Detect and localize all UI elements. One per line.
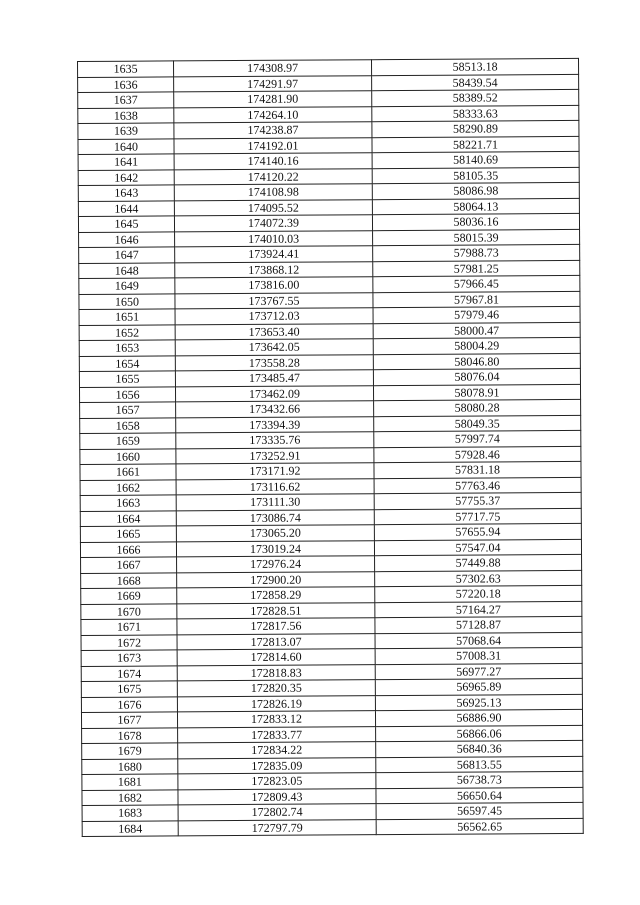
point-number-cell: 1647	[79, 247, 175, 263]
x-coordinate-cell: 172826.19	[177, 695, 375, 712]
point-number-cell: 1648	[79, 262, 175, 278]
y-coordinate-cell: 58046.80	[373, 353, 580, 370]
point-number-cell: 1677	[81, 712, 177, 728]
x-coordinate-cell: 173335.76	[176, 432, 374, 449]
x-coordinate-cell: 174010.03	[175, 230, 373, 247]
y-coordinate-cell: 56813.55	[376, 756, 583, 773]
y-coordinate-cell: 56597.45	[376, 802, 583, 819]
y-coordinate-cell: 57979.46	[373, 306, 580, 323]
point-number-cell: 1635	[78, 61, 174, 77]
y-coordinate-cell: 58086.98	[372, 182, 579, 199]
point-number-cell: 1662	[80, 479, 176, 495]
y-coordinate-cell: 58290.89	[372, 120, 579, 137]
coordinate-table-body	[78, 58, 584, 836]
x-coordinate-cell: 174192.01	[174, 137, 372, 154]
y-coordinate-cell: 57997.74	[374, 430, 581, 447]
y-coordinate-cell: 58078.91	[373, 384, 580, 401]
y-coordinate-cell: 57717.75	[374, 508, 581, 525]
y-coordinate-cell: 58513.18	[371, 58, 578, 75]
x-coordinate-cell: 173653.40	[175, 323, 373, 340]
x-coordinate-cell: 172858.29	[177, 587, 375, 604]
point-number-cell: 1642	[78, 169, 174, 185]
y-coordinate-cell: 57655.94	[374, 523, 581, 540]
y-coordinate-cell: 58080.28	[374, 399, 581, 416]
point-number-cell: 1639	[78, 123, 174, 139]
y-coordinate-cell: 56977.27	[375, 663, 582, 680]
y-coordinate-cell: 56925.13	[375, 694, 582, 711]
point-number-cell: 1661	[80, 464, 176, 480]
y-coordinate-cell: 58000.47	[373, 322, 580, 339]
x-coordinate-cell: 172823.05	[178, 773, 376, 790]
point-number-cell: 1658	[80, 417, 176, 433]
x-coordinate-cell: 173394.39	[176, 416, 374, 433]
point-number-cell: 1682	[82, 789, 178, 805]
point-number-cell: 1636	[78, 76, 174, 92]
x-coordinate-cell: 174140.16	[174, 153, 372, 170]
y-coordinate-cell: 57755.37	[374, 492, 581, 509]
y-coordinate-cell: 57302.63	[375, 570, 582, 587]
x-coordinate-cell: 173019.24	[176, 540, 374, 557]
point-number-cell: 1669	[81, 588, 177, 604]
x-coordinate-cell: 173712.03	[175, 308, 373, 325]
y-coordinate-cell: 58015.39	[373, 229, 580, 246]
point-number-cell: 1673	[81, 650, 177, 666]
point-number-cell: 1646	[79, 231, 175, 247]
x-coordinate-cell: 173116.62	[176, 478, 374, 495]
x-coordinate-cell: 172809.43	[178, 788, 376, 805]
y-coordinate-cell: 57449.88	[375, 554, 582, 571]
point-number-cell: 1680	[82, 758, 178, 774]
x-coordinate-cell: 174108.98	[174, 184, 372, 201]
point-number-cell: 1651	[79, 309, 175, 325]
x-coordinate-cell: 173642.05	[175, 339, 373, 356]
x-coordinate-cell: 173432.66	[176, 401, 374, 418]
point-number-cell: 1655	[79, 371, 175, 387]
x-coordinate-cell: 172834.22	[178, 742, 376, 759]
point-number-cell: 1675	[81, 681, 177, 697]
x-coordinate-cell: 173816.00	[175, 277, 373, 294]
y-coordinate-cell: 56738.73	[376, 771, 583, 788]
x-coordinate-cell: 172833.12	[177, 711, 375, 728]
x-coordinate-cell: 172818.83	[177, 664, 375, 681]
x-coordinate-cell: 174238.87	[174, 122, 372, 139]
point-number-cell: 1671	[81, 619, 177, 635]
point-number-cell: 1656	[79, 386, 175, 402]
x-coordinate-cell: 173065.20	[176, 525, 374, 542]
x-coordinate-cell: 174264.10	[174, 106, 372, 123]
point-number-cell: 1654	[79, 355, 175, 371]
point-number-cell: 1640	[78, 138, 174, 154]
point-number-cell: 1678	[82, 727, 178, 743]
y-coordinate-cell: 58389.52	[372, 89, 579, 106]
point-number-cell: 1667	[81, 557, 177, 573]
y-coordinate-cell: 56886.90	[375, 709, 582, 726]
y-coordinate-cell: 57220.18	[375, 585, 582, 602]
x-coordinate-cell: 173462.09	[175, 385, 373, 402]
y-coordinate-cell: 57831.18	[374, 461, 581, 478]
point-number-cell: 1676	[81, 696, 177, 712]
y-coordinate-cell: 57967.81	[373, 291, 580, 308]
x-coordinate-cell: 172814.60	[177, 649, 375, 666]
x-coordinate-cell: 173767.55	[175, 292, 373, 309]
point-number-cell: 1683	[82, 805, 178, 821]
x-coordinate-cell: 173924.41	[175, 246, 373, 263]
point-number-cell: 1650	[79, 293, 175, 309]
point-number-cell: 1684	[82, 820, 178, 836]
x-coordinate-cell: 173252.91	[176, 447, 374, 464]
point-number-cell: 1653	[79, 340, 175, 356]
y-coordinate-cell: 58140.69	[372, 151, 579, 168]
y-coordinate-cell: 57763.46	[374, 477, 581, 494]
y-coordinate-cell: 58049.35	[374, 415, 581, 432]
y-coordinate-cell: 58105.35	[372, 167, 579, 184]
y-coordinate-cell: 57988.73	[373, 244, 580, 261]
y-coordinate-cell: 56965.89	[375, 678, 582, 695]
x-coordinate-cell: 172813.07	[177, 633, 375, 650]
point-number-cell: 1663	[80, 495, 176, 511]
point-number-cell: 1645	[78, 216, 174, 232]
point-number-cell: 1666	[80, 541, 176, 557]
point-number-cell: 1665	[80, 526, 176, 542]
x-coordinate-cell: 173111.30	[176, 494, 374, 511]
point-number-cell: 1674	[81, 665, 177, 681]
x-coordinate-cell: 174281.90	[174, 91, 372, 108]
point-number-cell: 1644	[78, 200, 174, 216]
y-coordinate-cell: 56562.65	[376, 818, 583, 835]
point-number-cell: 1659	[80, 433, 176, 449]
point-number-cell: 1668	[81, 572, 177, 588]
x-coordinate-cell: 174120.22	[174, 168, 372, 185]
x-coordinate-cell: 172976.24	[177, 556, 375, 573]
y-coordinate-cell: 58004.29	[373, 337, 580, 354]
coordinate-table	[77, 58, 584, 837]
point-number-cell: 1641	[78, 154, 174, 170]
x-coordinate-cell: 172833.77	[178, 726, 376, 743]
point-number-cell: 1643	[78, 185, 174, 201]
x-coordinate-cell: 174072.39	[174, 215, 372, 232]
point-number-cell: 1638	[78, 107, 174, 123]
y-coordinate-cell: 56866.06	[376, 725, 583, 742]
x-coordinate-cell: 173086.74	[176, 509, 374, 526]
y-coordinate-cell: 56650.64	[376, 787, 583, 804]
x-coordinate-cell: 172802.74	[178, 804, 376, 821]
x-coordinate-cell: 172828.51	[177, 602, 375, 619]
point-number-cell: 1672	[81, 634, 177, 650]
x-coordinate-cell: 174291.97	[174, 75, 372, 92]
x-coordinate-cell: 174308.97	[174, 60, 372, 77]
point-number-cell: 1664	[80, 510, 176, 526]
point-number-cell: 1649	[79, 278, 175, 294]
table-row	[82, 818, 583, 837]
y-coordinate-cell: 57164.27	[375, 601, 582, 618]
x-coordinate-cell: 173171.92	[176, 463, 374, 480]
x-coordinate-cell: 173558.28	[175, 354, 373, 371]
y-coordinate-cell: 58439.54	[372, 74, 579, 91]
y-coordinate-cell: 57128.87	[375, 616, 582, 633]
point-number-cell: 1681	[82, 774, 178, 790]
y-coordinate-cell: 58036.16	[372, 213, 579, 230]
point-number-cell: 1637	[78, 92, 174, 108]
x-coordinate-cell: 172797.79	[178, 819, 376, 836]
point-number-cell: 1679	[82, 743, 178, 759]
y-coordinate-cell: 57928.46	[374, 446, 581, 463]
y-coordinate-cell: 56840.36	[376, 740, 583, 757]
y-coordinate-cell: 57068.64	[375, 632, 582, 649]
y-coordinate-cell: 58333.63	[372, 105, 579, 122]
point-number-cell: 1657	[80, 402, 176, 418]
point-number-cell: 1670	[81, 603, 177, 619]
y-coordinate-cell: 58221.71	[372, 136, 579, 153]
x-coordinate-cell: 172820.35	[177, 680, 375, 697]
x-coordinate-cell: 173485.47	[175, 370, 373, 387]
x-coordinate-cell: 172817.56	[177, 618, 375, 635]
x-coordinate-cell: 174095.52	[174, 199, 372, 216]
x-coordinate-cell: 172835.09	[178, 757, 376, 774]
y-coordinate-cell: 58076.04	[373, 368, 580, 385]
y-coordinate-cell: 57547.04	[374, 539, 581, 556]
x-coordinate-cell: 173868.12	[175, 261, 373, 278]
y-coordinate-cell: 58064.13	[372, 198, 579, 215]
point-number-cell: 1652	[79, 324, 175, 340]
x-coordinate-cell: 172900.20	[177, 571, 375, 588]
point-number-cell: 1660	[80, 448, 176, 464]
y-coordinate-cell: 57008.31	[375, 647, 582, 664]
y-coordinate-cell: 57981.25	[373, 260, 580, 277]
y-coordinate-cell: 57966.45	[373, 275, 580, 292]
